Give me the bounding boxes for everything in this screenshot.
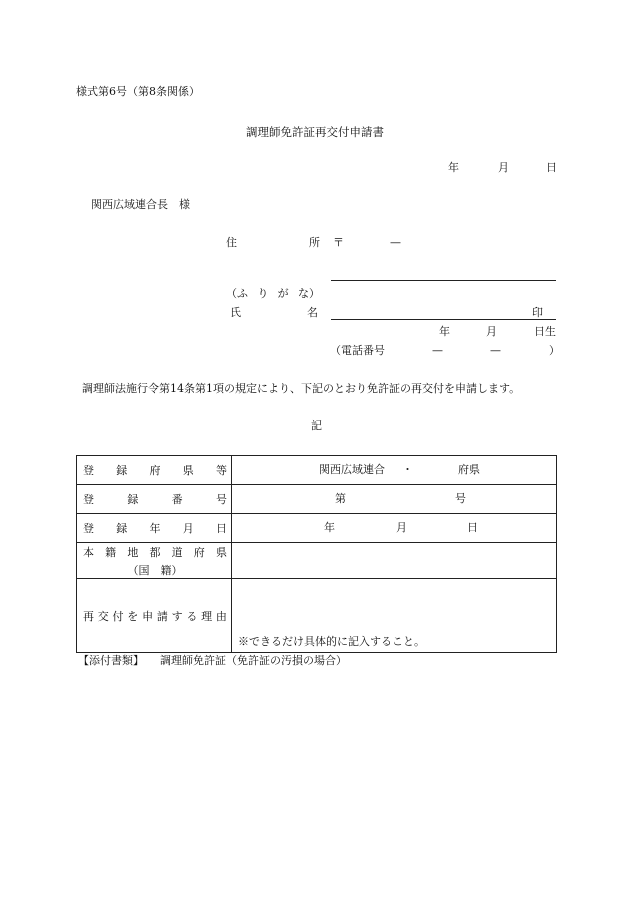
birth-month: 月: [486, 325, 497, 338]
registration-date-label: [77, 514, 232, 543]
label-char: 由: [215, 609, 227, 623]
label-char: 登: [83, 464, 94, 477]
number-prefix: 第: [335, 492, 346, 505]
seal-mark: 印: [532, 306, 543, 319]
address-label: [226, 237, 320, 248]
prefecture-suffix: 府県: [458, 463, 480, 476]
registered-prefecture-label: [77, 456, 232, 485]
reason-note: ※できるだけ具体的に記入すること。: [238, 635, 425, 648]
label-char: 登: [83, 493, 94, 506]
date-day: 日: [546, 161, 557, 174]
furigana-label-char: （ふ: [226, 287, 248, 300]
label-char: 号: [215, 493, 227, 506]
date-month: 月: [498, 161, 509, 174]
addressee: 関西広域連合長 様: [91, 198, 190, 211]
birth-year: 年: [439, 325, 450, 338]
label-char: 請: [156, 609, 168, 623]
label-char: 府: [149, 464, 161, 477]
furigana-label-char: が: [277, 287, 289, 300]
reason-value[interactable]: [232, 579, 557, 653]
label-char: る: [186, 609, 198, 623]
label-char: 籍: [105, 546, 117, 559]
label-char: す: [171, 609, 183, 623]
document-title: 調理師免許証再交付申請書: [246, 125, 384, 139]
label-char: 本: [83, 546, 94, 559]
label-char: 年: [149, 522, 161, 535]
attachment-text: 調理師免許証（免許証の汚損の場合）: [160, 654, 347, 667]
table-row: [77, 543, 557, 579]
registration-number-label: [77, 485, 232, 514]
table-row: [77, 514, 557, 543]
label-char: 府: [193, 546, 205, 559]
domicile-label: [77, 543, 232, 579]
registered-prefecture-value[interactable]: [232, 456, 557, 485]
label-char: 等: [216, 464, 227, 477]
address-label-char: 所: [309, 236, 320, 249]
label-char: 付: [112, 609, 124, 623]
ki-mark: 記: [311, 419, 322, 432]
address-line[interactable]: [331, 280, 556, 281]
phone-dash-2: —: [490, 344, 501, 357]
registration-table: [76, 455, 557, 653]
label-char: 交: [97, 609, 109, 623]
label-char: 録: [127, 493, 139, 506]
label-char: 都: [149, 546, 161, 559]
label-char: 録: [116, 522, 128, 535]
name-label-char: 名: [307, 306, 318, 319]
label-char: 番: [171, 493, 183, 506]
label-char: 再: [83, 609, 94, 623]
reg-month: 月: [396, 521, 407, 534]
label-char: 登: [83, 522, 94, 535]
name-label: [230, 307, 318, 318]
attachment-label: 【添付書類】: [78, 654, 144, 667]
furigana-label-char: な）: [297, 287, 320, 300]
label-char: 地: [127, 546, 139, 559]
label-char: 道: [171, 546, 183, 559]
middle-dot: ・: [402, 463, 413, 476]
phone-close: ）: [549, 344, 560, 357]
label-char: 県: [182, 464, 194, 477]
domicile-value[interactable]: [232, 543, 557, 579]
label-char: 日: [216, 522, 227, 535]
postal-mark: 〒: [333, 236, 344, 249]
form-number: 様式第6号（第8条関係）: [76, 85, 200, 98]
address-label-char: 住: [226, 236, 237, 249]
name-label-char: 氏: [230, 306, 241, 319]
reg-year: 年: [324, 521, 335, 534]
label-char: 理: [201, 609, 213, 623]
table-row: [77, 456, 557, 485]
label-char: 月: [182, 522, 194, 535]
number-suffix: 号: [455, 492, 466, 505]
label-char: 申: [142, 609, 154, 623]
furigana-label-char: り: [257, 287, 269, 300]
reason-label: [77, 579, 232, 653]
phone-label: （電話番号: [330, 344, 385, 357]
name-line[interactable]: [331, 319, 556, 320]
registration-number-value[interactable]: [232, 485, 557, 514]
furigana-label: [226, 288, 320, 299]
label-char: を: [127, 609, 139, 623]
label-char: 県: [215, 546, 227, 559]
table-row: [77, 485, 557, 514]
nationality-label: （国 籍）: [127, 564, 183, 577]
table-row: [77, 579, 557, 653]
statement: 調理師法施行令第14条第1項の規定により、下記のとおり免許証の再交付を申請します。: [82, 382, 521, 395]
date-year: 年: [448, 161, 459, 174]
birth-day: 日生: [534, 325, 556, 338]
postal-dash: —: [390, 236, 401, 249]
label-char: 録: [116, 464, 128, 477]
union-name: 関西広域連合: [319, 463, 385, 476]
registration-date-value[interactable]: [232, 514, 557, 543]
reg-day: 日: [467, 521, 478, 534]
phone-dash-1: —: [432, 344, 443, 357]
